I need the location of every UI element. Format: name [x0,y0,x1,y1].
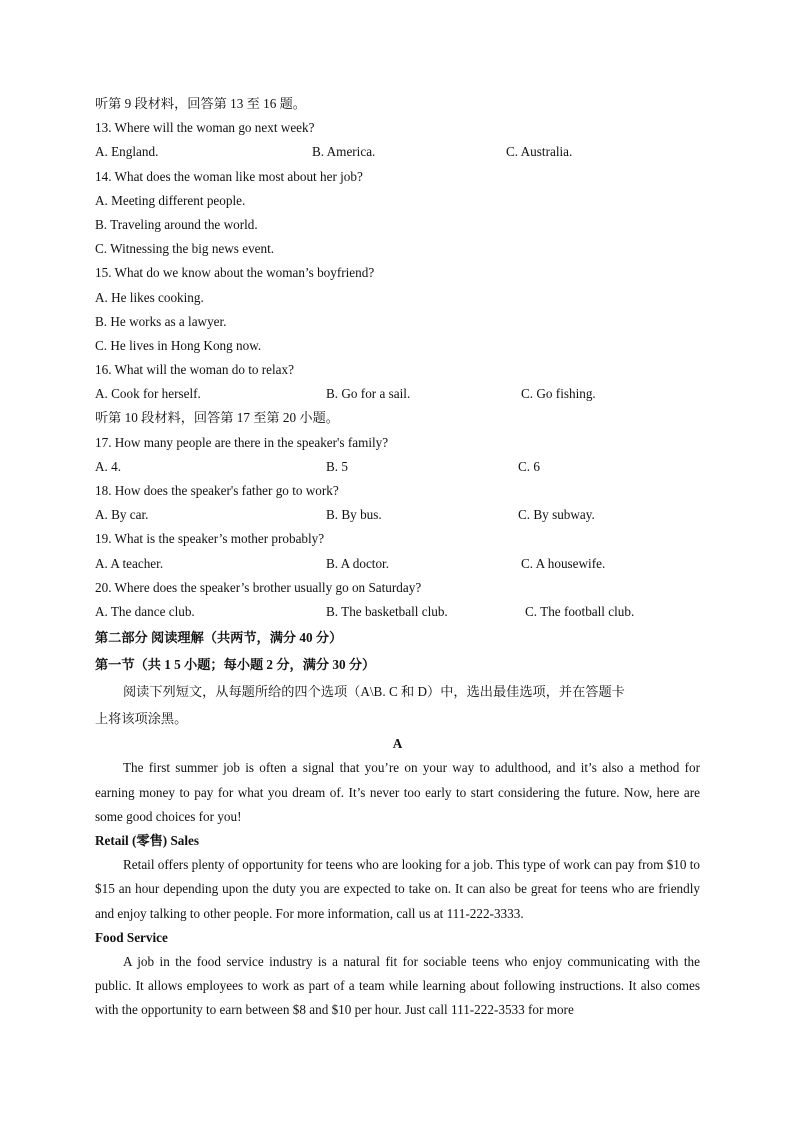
option-b: B. He works as a lawyer. [95,313,227,329]
question-18: 18. How does the speaker's father go to work? [95,483,339,498]
option-b: B. Go for a sail. [326,386,411,402]
section1-title: 第一节（共 1 5 小题；每小题 2 分，满分 30 分） [95,657,376,673]
question-16: 16. What will the woman do to relax? [95,362,294,378]
option-b: B. Traveling around the world. [95,216,258,232]
question-20: 20. Where does the speaker’s brother usually go on Saturday? [95,579,422,595]
option-c: C. By subway. [518,507,595,523]
option-a: A. The dance club. [95,603,195,619]
option-c: C. The football club. [525,603,635,619]
food-paragraph: A job in the food service industry is a natural fit for sociable teens who enjoy communicating with the public. It allows employees to work as part of a team while learning about following instructions. It also comes with the opportunity to earn between $8 and $10 per hour. Just call 111-222-3533 for more [95,953,700,1018]
option-b: B. A doctor. [326,555,390,571]
option-c: C. 6 [518,458,540,474]
option-c: C. He lives in Hong Kong now. [95,337,262,353]
option-b: B. 5 [326,458,348,474]
option-b: B. The basketball club. [326,603,448,619]
question-16-options [95,382,700,406]
option-a: A. He likes cooking. [95,289,204,305]
section9-header: 听第 9 段材料，回答第 13 至 16 题。 [95,96,306,111]
question-13: 13. Where will the woman go next week? [95,120,315,136]
question-20-options [95,600,700,624]
instruction-line-1: 阅读下列短文，从每题所给的四个选项（A\B. C 和 D）中，选出最佳选项，并在答题卡 [123,684,625,700]
question-19: 19. What is the speaker’s mother probably? [95,531,325,547]
question-15: 15. What do we know about the woman’s boyfriend? [95,265,375,281]
option-c: C. Go fishing. [521,386,596,402]
option-b: B. By bus. [326,507,382,523]
exam-page [95,92,700,1023]
option-a: A. Meeting different people. [95,192,246,208]
option-a: A. England. [95,144,159,160]
question-18-options [95,503,700,527]
option-c: C. Witnessing the big news event. [95,241,275,257]
question-13-options [95,140,700,164]
section10-header: 听第 10 段材料，回答第 17 至第 20 小题。 [95,410,339,426]
option-a: A. 4. [95,458,122,474]
question-14: 14. What does the woman like most about her job? [95,168,363,184]
retail-paragraph: Retail offers plenty of opportunity for teens who are looking for a job. This type of work can pay from $10 to $15 an hour depending upon the duty you are expected to take on. It can also be great for teens who are friendly and enjoy talking to other people. For more information, call us at 111-222-3333. [95,857,700,921]
question-17-options [95,455,700,479]
option-a: A. By car. [95,507,149,523]
option-c: C. Australia. [506,144,573,160]
food-heading: Food Service [95,929,168,945]
option-a: A. Cook for herself. [95,386,201,402]
intro-paragraph: The first summer job is often a signal that you’re on your way to adulthood, and it’s also a method for earning money to pay for what you dream of. It’s never too early to start considering the future. Now, here are some good choices for you! [95,760,700,824]
passage-label: A [392,736,403,752]
option-b: B. America. [312,144,376,160]
instruction-line-2: 上将该项涂黑。 [95,711,188,727]
option-a: A. A teacher. [95,555,164,571]
retail-heading: Retail (零售) Sales [95,832,200,848]
question-17: 17. How many people are there in the speaker's family? [95,434,389,450]
question-19-options [95,552,700,576]
option-c: C. A housewife. [521,555,606,571]
part2-title: 第二部分 阅读理解（共两节，满分 40 分） [95,630,343,646]
